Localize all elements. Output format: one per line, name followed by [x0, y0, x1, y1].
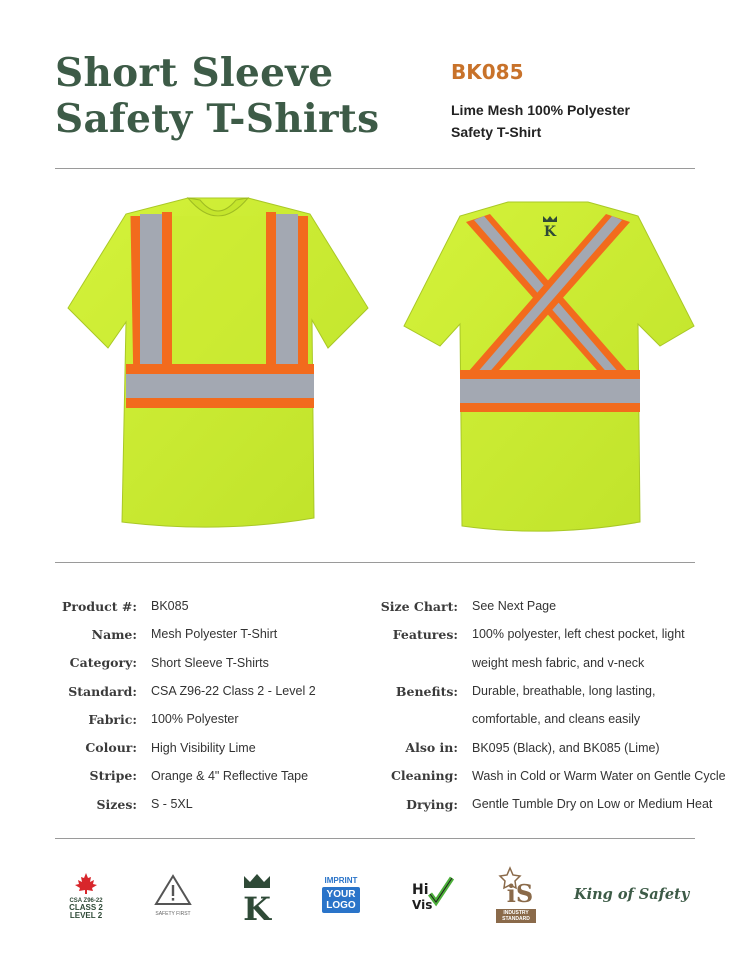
subtitle-line-1: Lime Mesh 100% Polyester	[451, 102, 630, 118]
industry-line-1: INDUSTRY	[503, 910, 529, 916]
spec-value: comfortable, and cleans easily	[472, 712, 641, 727]
spec-row	[354, 790, 726, 818]
spec-value: Durable, breathable, long lasting,	[472, 684, 656, 699]
spec-value: Wash in Cold or Warm Water on Gentle Cycle	[472, 768, 726, 783]
spec-label: Drying:	[406, 796, 458, 812]
imprint-line-2: YOUR	[326, 889, 356, 900]
csa-line-3: LEVEL 2	[69, 911, 103, 920]
spec-value: Mesh Polyester T-Shirt	[151, 627, 278, 642]
csa-line-1: CSA Z96-22	[69, 898, 103, 904]
spec-label: Features:	[392, 626, 458, 642]
safety-first-logo	[150, 874, 196, 917]
hivis-hi-text: Hi	[412, 882, 429, 898]
spec-label: Stripe:	[89, 768, 137, 784]
csa-line-2: CLASS 2	[69, 903, 103, 912]
spec-label: Sizes:	[96, 796, 137, 812]
spec-row	[55, 592, 316, 620]
spec-label: Benefits:	[395, 683, 458, 699]
spec-row	[354, 677, 726, 705]
front-shirt-image	[60, 188, 380, 538]
divider-bottom	[55, 838, 695, 839]
spec-value: High Visibility Lime	[151, 740, 256, 755]
industry-box	[496, 909, 536, 923]
spec-label: Category:	[69, 655, 137, 671]
spec-value: weight mesh fabric, and v-neck	[472, 655, 645, 670]
back-shirt-image	[398, 196, 698, 541]
star-badge-icon	[498, 866, 534, 904]
spec-row	[55, 762, 316, 790]
svg-text:K: K	[243, 890, 271, 922]
spec-row	[55, 677, 316, 705]
spec-value: Gentle Tumble Dry on Low or Medium Heat	[472, 797, 713, 812]
subtitle-line-2: Safety T-Shirt	[451, 124, 542, 140]
spec-row	[55, 790, 316, 818]
specs-left	[55, 592, 316, 818]
page-title	[55, 50, 379, 142]
svg-text:iS: iS	[506, 879, 534, 904]
spec-row	[55, 733, 316, 761]
spec-label: Size Chart:	[380, 598, 458, 614]
spec-row	[354, 649, 726, 677]
spec-value: Orange & 4" Reflective Tape	[151, 768, 309, 783]
spec-row	[354, 592, 726, 620]
spec-label: Cleaning:	[390, 768, 458, 784]
brand-name: King of Safety	[574, 886, 690, 903]
imprint-line-1: IMPRINT	[324, 876, 358, 885]
spec-row	[55, 620, 316, 648]
spec-label: Fabric:	[88, 711, 137, 727]
spec-value: Short Sleeve T-Shirts	[151, 655, 269, 670]
spec-row	[354, 705, 726, 733]
spec-label: Standard:	[68, 683, 137, 699]
spec-value: BK085	[151, 599, 189, 614]
title-line-2: Safety T-Shirts	[55, 96, 380, 142]
industry-standard-logo	[496, 866, 536, 923]
spec-row	[55, 705, 316, 733]
spec-row	[354, 620, 726, 648]
spec-label: Name:	[91, 626, 137, 642]
spec-value: 100% polyester, left chest pocket, light	[472, 627, 685, 642]
specs-right	[354, 592, 726, 818]
maple-leaf-icon	[73, 872, 99, 894]
industry-line-2: STANDARD	[502, 916, 530, 922]
warning-triangle-icon	[154, 874, 192, 906]
imprint-box	[322, 887, 360, 913]
spec-value: BK095 (Black), and BK085 (Lime)	[472, 740, 660, 755]
spec-row	[55, 649, 316, 677]
spec-label: Also in:	[405, 740, 458, 756]
product-subtitle	[451, 99, 630, 143]
spec-label: Colour:	[85, 740, 137, 756]
svg-text:K: K	[543, 224, 557, 240]
king-k-logo	[238, 872, 276, 922]
spec-label: Product #:	[62, 598, 137, 614]
hivis-vis-text: Vis	[412, 898, 433, 912]
csa-class2-logo	[64, 872, 108, 920]
spec-value: CSA Z96-22 Class 2 - Level 2	[151, 684, 316, 699]
spec-row	[354, 733, 726, 761]
spec-value: S - 5XL	[151, 797, 193, 812]
spec-row	[354, 762, 726, 790]
safety-first-text: SAFETY FIRST	[155, 911, 191, 917]
spec-value: 100% Polyester	[151, 712, 239, 727]
divider-top	[55, 168, 695, 169]
divider-middle	[55, 562, 695, 563]
hi-vis-logo	[410, 874, 454, 918]
imprint-logo-badge	[322, 876, 360, 913]
product-code: BK085	[451, 60, 524, 84]
spec-value: See Next Page	[472, 599, 557, 614]
title-line-1: Short Sleeve	[55, 50, 334, 96]
imprint-line-3: LOGO	[326, 900, 356, 911]
